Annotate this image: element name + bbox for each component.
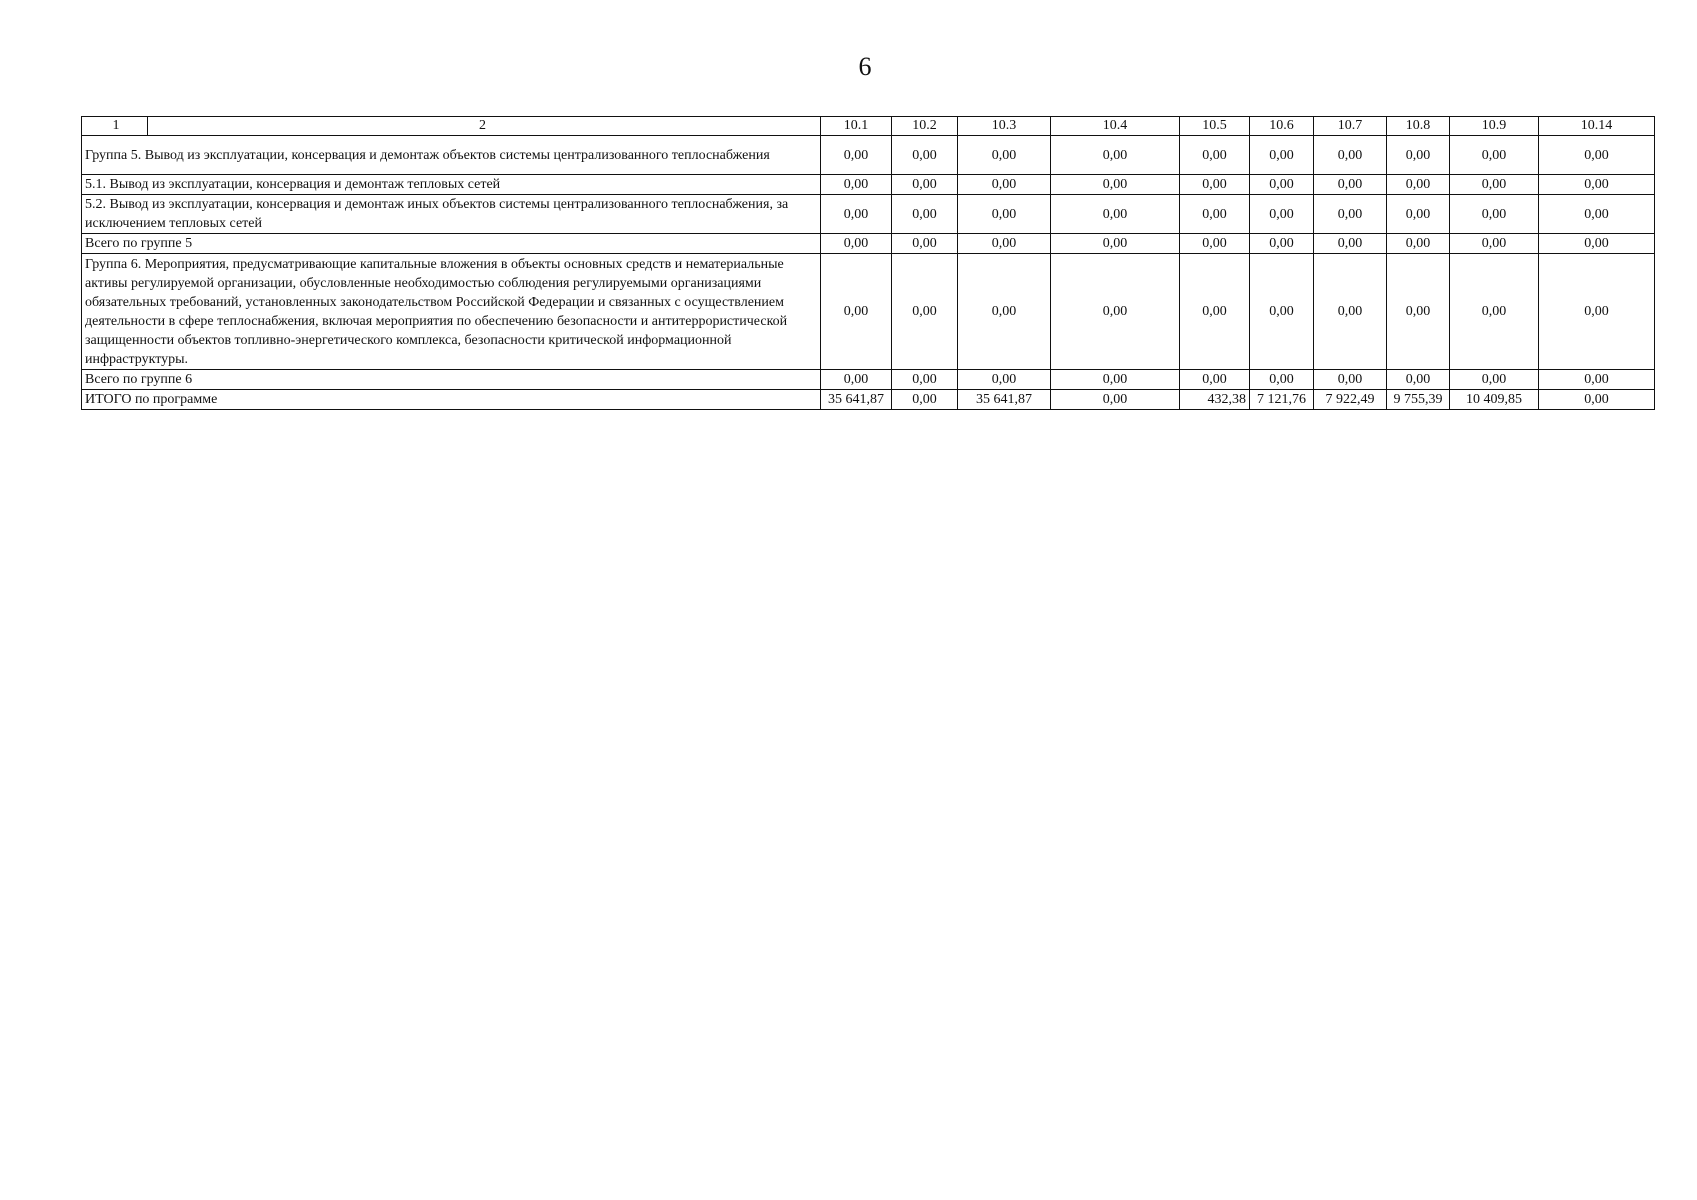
header-col-10-14: 10.14 bbox=[1539, 117, 1655, 136]
row-value: 0,00 bbox=[821, 136, 892, 175]
row-value: 0,00 bbox=[1180, 254, 1250, 370]
row-value: 0,00 bbox=[1314, 234, 1387, 254]
row-value: 0,00 bbox=[1051, 136, 1180, 175]
table-row bbox=[82, 254, 1655, 370]
row-value: 35 641,87 bbox=[821, 390, 892, 410]
row-value: 10 409,85 bbox=[1450, 390, 1539, 410]
row-value: 0,00 bbox=[1051, 195, 1180, 234]
row-value: 0,00 bbox=[1387, 234, 1450, 254]
row-value: 0,00 bbox=[1539, 370, 1655, 390]
row-value: 0,00 bbox=[958, 175, 1051, 195]
row-value: 0,00 bbox=[1539, 234, 1655, 254]
row-value: 0,00 bbox=[1314, 370, 1387, 390]
row-value: 0,00 bbox=[1051, 234, 1180, 254]
row-value: 432,38 bbox=[1180, 390, 1250, 410]
row-value: 0,00 bbox=[1450, 370, 1539, 390]
table-row-total bbox=[82, 390, 1655, 410]
row-value: 0,00 bbox=[892, 370, 958, 390]
header-col-1: 1 bbox=[85, 117, 148, 135]
row-value: 0,00 bbox=[1051, 370, 1180, 390]
header-col-10-5: 10.5 bbox=[1180, 117, 1250, 136]
row-value: 0,00 bbox=[1180, 370, 1250, 390]
row-value: 0,00 bbox=[892, 175, 958, 195]
row-value: 9 755,39 bbox=[1387, 390, 1450, 410]
row-label: Всего по группе 5 bbox=[82, 234, 821, 254]
row-value: 0,00 bbox=[1051, 254, 1180, 370]
row-value: 0,00 bbox=[1180, 234, 1250, 254]
row-value: 0,00 bbox=[892, 234, 958, 254]
header-col-2: 2 bbox=[479, 118, 486, 133]
row-value: 0,00 bbox=[1539, 175, 1655, 195]
row-value: 0,00 bbox=[1314, 136, 1387, 175]
table-row bbox=[82, 136, 1655, 175]
header-col-10-9: 10.9 bbox=[1450, 117, 1539, 136]
row-value: 0,00 bbox=[1450, 234, 1539, 254]
investment-program-table bbox=[81, 116, 1655, 410]
table-row bbox=[82, 370, 1655, 390]
row-value: 0,00 bbox=[892, 195, 958, 234]
row-value: 0,00 bbox=[1450, 175, 1539, 195]
header-col-10-1: 10.1 bbox=[821, 117, 892, 136]
row-value: 0,00 bbox=[821, 234, 892, 254]
header-col-10-3: 10.3 bbox=[958, 117, 1051, 136]
row-value: 0,00 bbox=[1450, 195, 1539, 234]
row-value: 0,00 bbox=[892, 254, 958, 370]
header-col-10-7: 10.7 bbox=[1314, 117, 1387, 136]
row-value: 0,00 bbox=[1250, 234, 1314, 254]
row-value: 0,00 bbox=[1250, 136, 1314, 175]
row-label: Группа 5. Вывод из эксплуатации, консервация и демонтаж объектов системы централизованного теплоснабжения bbox=[82, 136, 821, 175]
page-number: 6 bbox=[858, 52, 872, 81]
row-value: 0,00 bbox=[958, 370, 1051, 390]
row-value: 0,00 bbox=[892, 390, 958, 410]
row-value: 0,00 bbox=[1450, 254, 1539, 370]
row-value: 0,00 bbox=[958, 254, 1051, 370]
row-value: 0,00 bbox=[1450, 136, 1539, 175]
row-value: 0,00 bbox=[821, 175, 892, 195]
row-value: 0,00 bbox=[1250, 370, 1314, 390]
row-value: 0,00 bbox=[1051, 390, 1180, 410]
row-value: 7 121,76 bbox=[1250, 390, 1314, 410]
row-value: 0,00 bbox=[1180, 136, 1250, 175]
header-col-10-2: 10.2 bbox=[892, 117, 958, 136]
row-value: 0,00 bbox=[821, 254, 892, 370]
row-value: 0,00 bbox=[958, 136, 1051, 175]
row-value: 0,00 bbox=[1539, 195, 1655, 234]
row-value: 0,00 bbox=[958, 195, 1051, 234]
row-value: 0,00 bbox=[1250, 254, 1314, 370]
row-label: 5.1. Вывод из эксплуатации, консервация и демонтаж тепловых сетей bbox=[82, 175, 821, 195]
header-col-10-8: 10.8 bbox=[1387, 117, 1450, 136]
row-value: 0,00 bbox=[1250, 195, 1314, 234]
row-value: 0,00 bbox=[1180, 195, 1250, 234]
row-value: 0,00 bbox=[821, 195, 892, 234]
row-value: 0,00 bbox=[1180, 175, 1250, 195]
row-value: 7 922,49 bbox=[1314, 390, 1387, 410]
row-value: 35 641,87 bbox=[958, 390, 1051, 410]
row-value: 0,00 bbox=[1314, 195, 1387, 234]
header-col-10-6: 10.6 bbox=[1250, 117, 1314, 136]
row-value: 0,00 bbox=[1539, 136, 1655, 175]
row-label: 5.2. Вывод из эксплуатации, консервация и демонтаж иных объектов системы централизованного теплоснабжения, за исключением тепловых сетей bbox=[82, 195, 821, 234]
table-row bbox=[82, 175, 1655, 195]
row-value: 0,00 bbox=[1387, 195, 1450, 234]
row-value: 0,00 bbox=[1539, 254, 1655, 370]
row-value: 0,00 bbox=[1387, 370, 1450, 390]
row-value: 0,00 bbox=[1051, 175, 1180, 195]
row-label: Группа 6. Мероприятия, предусматривающие капитальные вложения в объекты основных средств и нематериальные активы регулируемой организации, обусловленные необходимостью соблюдения регулируемыми организациями обязательных требований, установленных законодательством Российской Федерации и связанных с осуществлением деятельности в сфере теплоснабжения, включая мероприятия по обеспечению безопасности и антитеррористической защищенности объектов топливно-энергетического комплекса, безопасности критической информационной инфраструктуры. bbox=[82, 254, 821, 370]
table-row bbox=[82, 234, 1655, 254]
row-value: 0,00 bbox=[1387, 175, 1450, 195]
row-value: 0,00 bbox=[958, 234, 1051, 254]
row-label: ИТОГО по программе bbox=[82, 390, 821, 410]
row-value: 0,00 bbox=[821, 370, 892, 390]
header-col-10-4: 10.4 bbox=[1051, 117, 1180, 136]
row-value: 0,00 bbox=[1250, 175, 1314, 195]
row-value: 0,00 bbox=[1539, 390, 1655, 410]
header-cell-index bbox=[82, 117, 821, 136]
row-value: 0,00 bbox=[1314, 175, 1387, 195]
row-value: 0,00 bbox=[1314, 254, 1387, 370]
row-value: 0,00 bbox=[892, 136, 958, 175]
table-row bbox=[82, 195, 1655, 234]
row-value: 0,00 bbox=[1387, 136, 1450, 175]
row-value: 0,00 bbox=[1387, 254, 1450, 370]
row-label: Всего по группе 6 bbox=[82, 370, 821, 390]
table-header-row bbox=[82, 117, 1655, 136]
